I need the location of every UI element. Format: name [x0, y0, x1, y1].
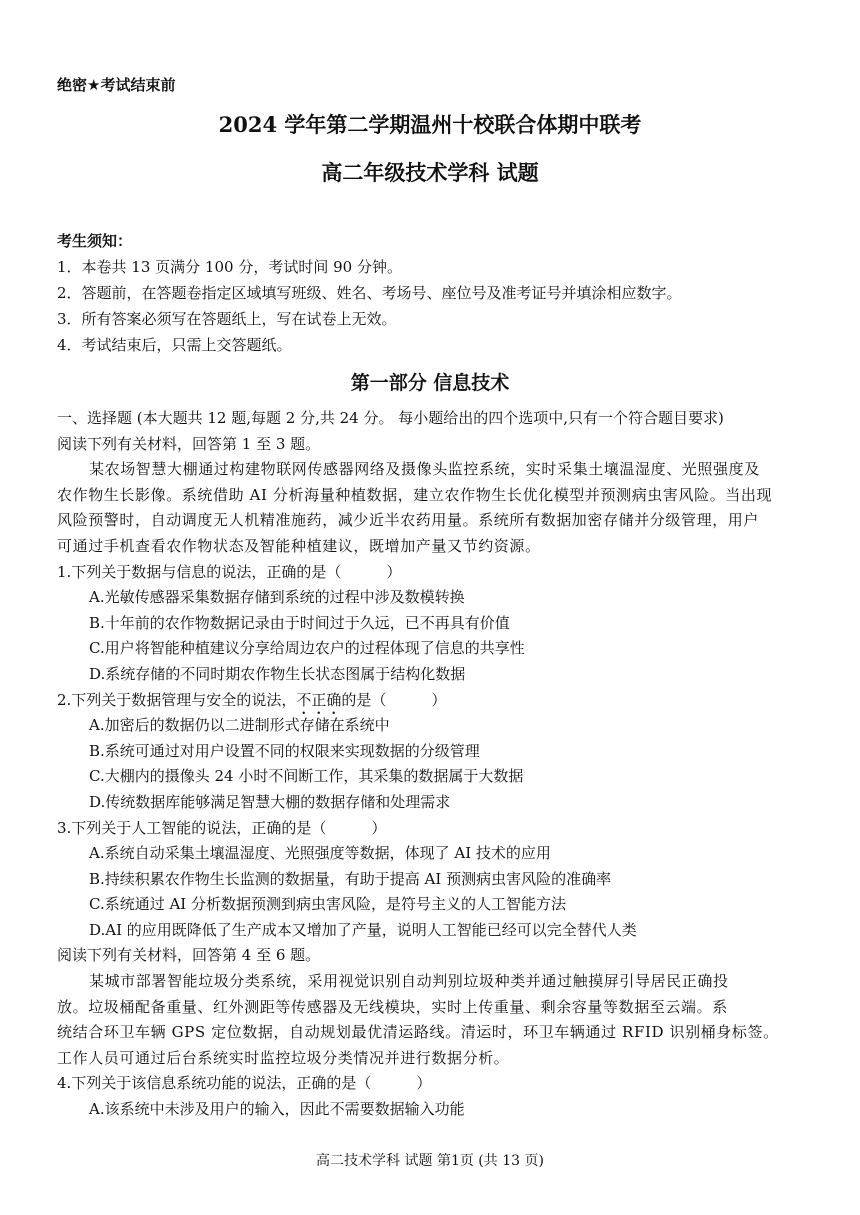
- question-stem: [57, 688, 817, 714]
- option: B.系统可通过对用户设置不同的权限来实现数据的分级管理: [89, 741, 480, 760]
- stem-text: 2.下列关于数据管理与安全的说法，: [57, 690, 297, 709]
- question-stem: 4.下列关于该信息系统功能的说法，正确的是（ ）: [57, 1074, 432, 1093]
- notice-heading: 考生须知：: [57, 232, 133, 250]
- material-line: 某城市部署智能垃圾分类系统，采用视觉识别自动判别垃圾种类并通过触摸屏引导居民正确投: [89, 972, 729, 991]
- option: D.传统数据库能够满足智慧大棚的数据存储和处理需求: [89, 792, 451, 811]
- question-stem: 1.下列关于数据与信息的说法，正确的是（ ）: [57, 562, 402, 581]
- notice-item: 2．答题前，在答题卷指定区域填写班级、姓名、考场号、座位号及准考证号并填涂相应数字。: [57, 284, 682, 302]
- notice-item: 4．考试结束后，只需上交答题纸。: [57, 336, 292, 354]
- reading-instruction: 阅读下列有关材料，回答第 1 至 3 题。: [57, 434, 321, 453]
- material-line: 放。垃圾桶配备重量、红外测距等传感器及无线模块，实时上传重量、剩余容量等数据至云端。系: [57, 997, 728, 1016]
- section-intro: 一、选择题 (本大题共 12 题,每题 2 分,共 24 分。 每小题给出的四个选项中,只有一个符合题目要求): [57, 409, 724, 427]
- material-line: 某农场智慧大棚通过构建物联网传感器网络及摄像头监控系统，实时采集土壤温湿度、光照强度及: [89, 460, 760, 479]
- option: B.十年前的农作物数据记录由于时间过于久远，已不再具有价值: [89, 613, 510, 632]
- notice-list: [57, 254, 682, 358]
- option: A.加密后的数据仍以二进制形式存储在系统中: [89, 716, 390, 735]
- material-line: 统结合环卫车辆 GPS 定位数据，自动规划最优清运路线。清运时，环卫车辆通过 RFID 识别桶身标签。: [57, 1023, 779, 1042]
- part-title: 第一部分 信息技术: [350, 372, 510, 394]
- question-body: [57, 406, 817, 1123]
- material-line: 工作人员可通过后台系统实时监控垃圾分类情况并进行数据分析。: [57, 1048, 510, 1067]
- option: D.AI 的应用既降低了生产成本又增加了产量，说明人工智能已经可以完全替代人类: [89, 920, 637, 939]
- reading-instruction: 阅读下列有关材料，回答第 4 至 6 题。: [57, 946, 321, 965]
- notice-item: 3．所有答案必须写在答题纸上，写在试卷上无效。: [57, 310, 397, 328]
- material-line: 农作物生长影像。系统借助 AI 分析海量种植数据，建立农作物生长优化模型并预测病虫害风险。当出现: [57, 485, 773, 504]
- secret-label: 绝密★考试结束前: [57, 76, 176, 94]
- question-stem: 3.下列关于人工智能的说法，正确的是（ ）: [57, 818, 387, 837]
- exam-title: 2024 学年第二学期温州十校联合体期中联考: [218, 112, 642, 137]
- emphasis-text: 不正确: [296, 690, 342, 709]
- option: C.用户将智能种植建议分享给周边农户的过程体现了信息的共享性: [89, 639, 525, 658]
- option: A.系统自动采集土壤温湿度、光照强度等数据，体现了 AI 技术的应用: [89, 844, 551, 863]
- option: D.系统存储的不同时期农作物生长状态图属于结构化数据: [89, 664, 466, 683]
- option: A.该系统中未涉及用户的输入，因此不需要数据输入功能: [89, 1100, 465, 1119]
- option: C.系统通过 AI 分析数据预测到病虫害风险，是符号主义的人工智能方法: [89, 895, 567, 914]
- page-footer: 高二技术学科 试题 第1页 (共 13 页): [316, 1153, 544, 1169]
- material-line: 风险预警时，自动调度无人机精准施药，减少近半农药用量。系统所有数据加密存储并分级管理，用户: [57, 511, 760, 530]
- material-line: 可通过手机查看农作物状态及智能种植建议，既增加产量又节约资源。: [57, 536, 541, 555]
- option: C.大棚内的摄像头 24 小时不间断工作，其采集的数据属于大数据: [89, 767, 524, 786]
- notice-item: 1．本卷共 13 页满分 100 分，考试时间 90 分钟。: [57, 258, 402, 276]
- option: A.光敏传感器采集数据存储到系统的过程中涉及数模转换: [89, 588, 465, 607]
- option: B.持续积累农作物生长监测的数据量，有助于提高 AI 预测病虫害风险的准确率: [89, 869, 612, 888]
- exam-subtitle: 高二年级技术学科 试题: [321, 160, 539, 185]
- stem-text: 的是（ ）: [341, 690, 447, 709]
